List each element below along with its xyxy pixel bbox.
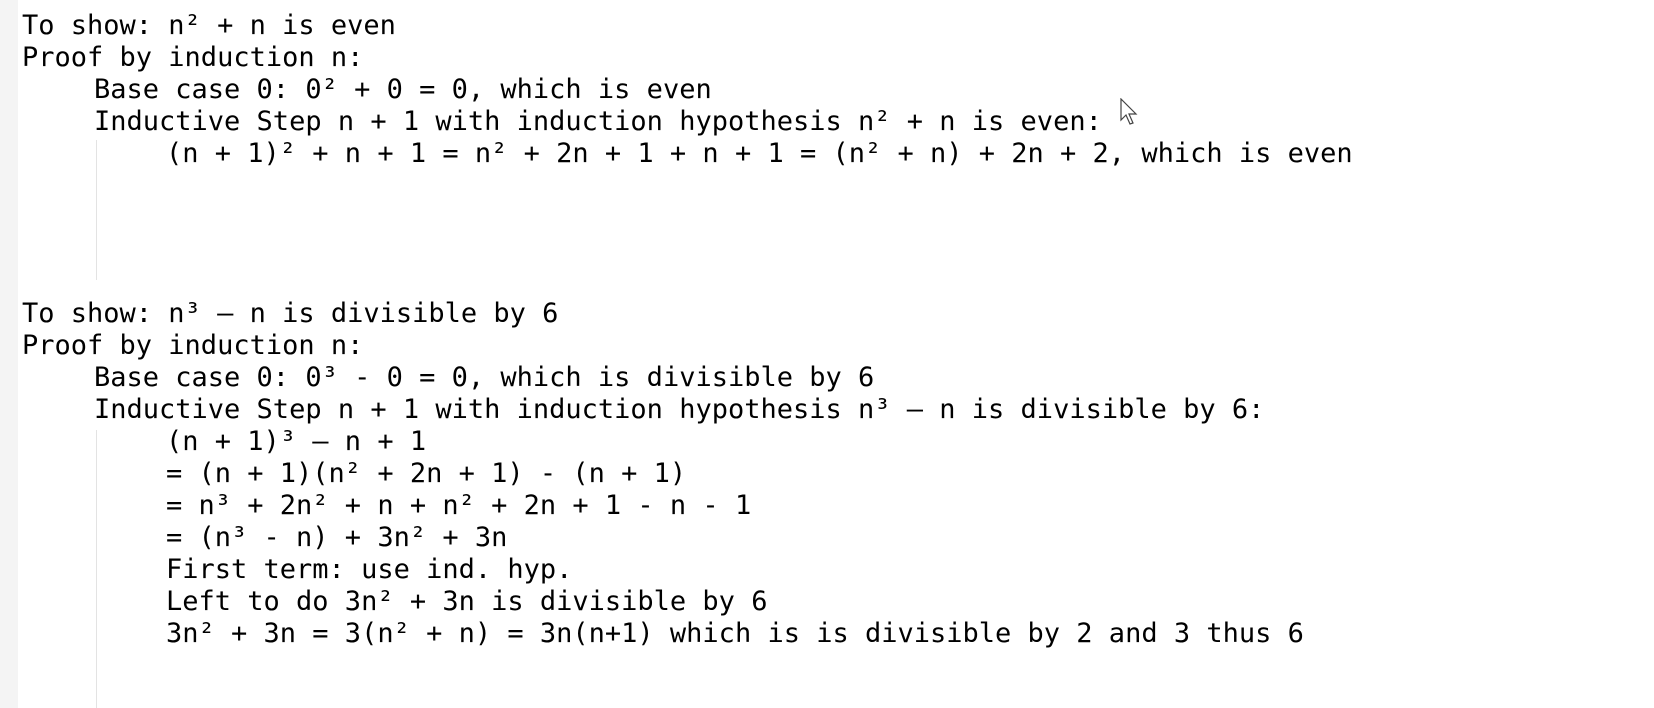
proof2-step: Left to do 3n² + 3n is divisible by 6 <box>166 586 768 617</box>
proof1-inductive-step: Inductive Step n + 1 with induction hypothesis n² + n is even: <box>94 106 1102 137</box>
proof2-base-case: Base case 0: 0³ - 0 = 0, which is divisible by 6 <box>94 362 875 393</box>
proof2-step: 3n² + 3n = 3(n² + n) = 3n(n+1) which is is divisible by 2 and 3 thus 6 <box>166 618 1304 649</box>
mouse-pointer-icon <box>1120 98 1140 126</box>
proof1-step: (n + 1)² + n + 1 = n² + 2n + 1 + n + 1 = (n² + n) + 2n + 2, which is even <box>166 138 1353 169</box>
proof2-claim: To show: n³ – n is divisible by 6 <box>22 298 559 329</box>
proof2-step: = (n + 1)(n² + 2n + 1) - (n + 1) <box>166 458 687 489</box>
proof1-method: Proof by induction n: <box>22 42 364 73</box>
editor-text-area[interactable] <box>22 10 1654 650</box>
proof2-inductive-step: Inductive Step n + 1 with induction hypothesis n³ – n is divisible by 6: <box>94 394 1265 425</box>
proof2-step: First term: use ind. hyp. <box>166 554 573 585</box>
proof1-claim: To show: n² + n is even <box>22 10 396 41</box>
editor-gutter <box>0 0 18 708</box>
proof2-step: = n³ + 2n² + n + n² + 2n + 1 - n - 1 <box>166 490 752 521</box>
proof1-base-case: Base case 0: 0² + 0 = 0, which is even <box>94 74 712 105</box>
proof2-method: Proof by induction n: <box>22 330 364 361</box>
proof2-step: = (n³ - n) + 3n² + 3n <box>166 522 508 553</box>
blank-lines <box>22 170 1654 298</box>
proof2-step: (n + 1)³ – n + 1 <box>166 426 427 457</box>
